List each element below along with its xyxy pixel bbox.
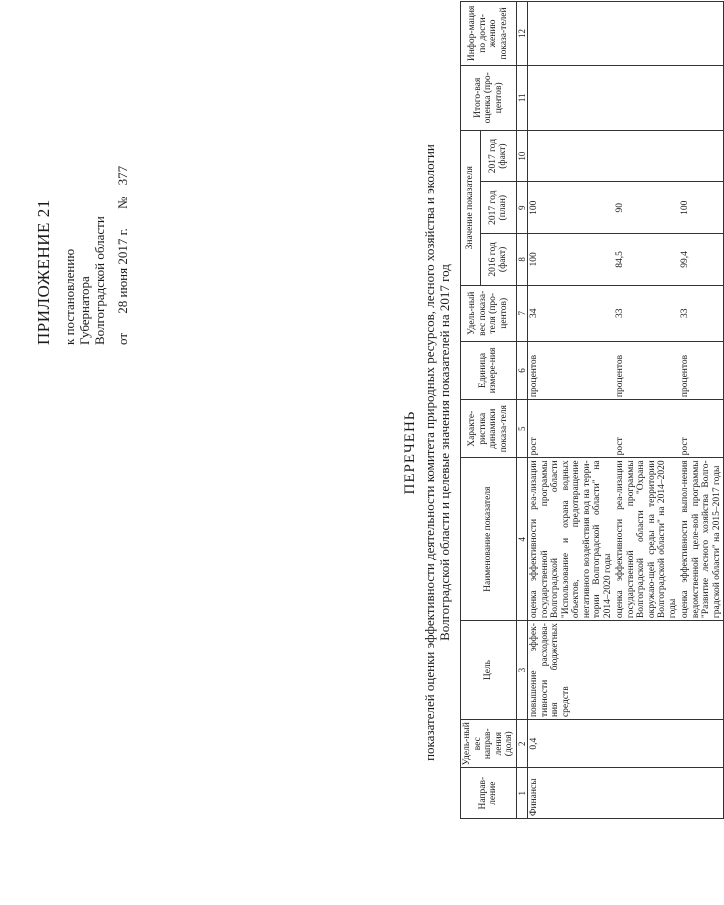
column-number: 4	[516, 458, 528, 621]
cell-unit: процентов	[679, 341, 724, 399]
cell-2017-plan: 100	[679, 182, 724, 234]
cell-indicator-weight: 34	[528, 285, 615, 341]
cell-final-score	[528, 65, 615, 130]
document-subtitle-1: показателей оценки эффективности деятельности комитета природных ресурсов, лесного хозяйства и экологии	[422, 144, 437, 761]
column-number: 9	[516, 182, 528, 234]
column-number-row	[516, 2, 528, 819]
date-line	[115, 45, 131, 345]
cell-indicator: оценка эффективности реа-лизации государственной программы Волгоградской области "Охрана окружаю-щей среды на территории Волгоградской области" на 2014–2020 годы	[614, 458, 679, 621]
header-line-3: Волгоградской области	[92, 216, 107, 345]
header-2017-plan: 2017 год (план)	[480, 182, 516, 234]
header-goal: Цель	[461, 621, 517, 720]
header-value-group: Значение показателя	[461, 130, 481, 285]
date-prefix: от	[115, 332, 130, 345]
cell-unit: процентов	[614, 341, 679, 399]
cell-info	[614, 2, 679, 66]
column-number: 3	[516, 621, 528, 720]
cell-direction: Финансы	[528, 768, 615, 819]
document-title: ПЕРЕЧЕНЬ	[402, 410, 418, 495]
header-2016-fact: 2016 год (факт)	[480, 234, 516, 286]
cell-direction-weight	[679, 720, 724, 768]
decree-number: 377	[115, 165, 130, 186]
cell-dynamics: рост	[679, 400, 724, 458]
header-line-1: к постановлению	[62, 248, 77, 345]
table-row	[528, 2, 615, 819]
column-number: 7	[516, 285, 528, 341]
document-subtitle-2: Волгоградской области и целевые значения показателей на 2017 год	[437, 264, 452, 641]
header-direction: Направ-ление	[461, 768, 517, 819]
cell-indicator: оценка эффективности выпол-нения ведомственной целе-вой программы "Развитие лесного хозяйства Волго-градской области" на 2015–2017 годы	[679, 458, 724, 621]
cell-2017-plan: 90	[614, 182, 679, 234]
header-2017-fact: 2017 год (факт)	[480, 130, 516, 182]
cell-goal: повышение эффек-тивности расходова-ния бюджетных средств	[528, 621, 615, 720]
cell-goal	[614, 621, 679, 720]
cell-direction	[614, 768, 679, 819]
column-number: 5	[516, 400, 528, 458]
header-line-2: Губернатора	[77, 276, 92, 345]
header-dynamics: Характе-ристика динамики показа-теля	[461, 400, 517, 458]
cell-2016-fact: 84,5	[614, 234, 679, 286]
cell-dynamics: рост	[528, 400, 615, 458]
table-row	[679, 2, 724, 819]
decree-date: 28 июня 2017 г.	[115, 228, 130, 314]
appendix-label: ПРИЛОЖЕНИЕ 21	[34, 199, 53, 345]
cell-2017-plan: 100	[528, 182, 615, 234]
cell-2017-fact	[528, 130, 615, 182]
header-indicator: Наименование показателя	[461, 458, 517, 621]
cell-indicator: оценка эффективности реа-лизации государственной программы Волгоградской области "Использование и охрана водных объектов, предотвращение негативного воздействия вод на терри-тории Волгоградской области" на 2014–2020 годы	[528, 458, 615, 621]
number-sign: №	[115, 196, 130, 209]
cell-direction	[679, 768, 724, 819]
column-number: 10	[516, 130, 528, 182]
table-header-row	[461, 2, 481, 819]
cell-info	[679, 2, 724, 66]
cell-2016-fact: 99,4	[679, 234, 724, 286]
cell-direction-weight: 0,4	[528, 720, 615, 768]
column-number: 8	[516, 234, 528, 286]
header-unit: Единица измере-ния	[461, 341, 517, 399]
cell-direction-weight	[614, 720, 679, 768]
column-number: 12	[516, 2, 528, 66]
cell-unit: процентов	[528, 341, 615, 399]
column-number: 1	[516, 768, 528, 819]
cell-info	[528, 2, 615, 66]
cell-final-score	[679, 65, 724, 130]
column-number: 2	[516, 720, 528, 768]
header-direction-weight: Удель-ный вес направ-ления (доля)	[461, 720, 517, 768]
approval-header	[34, 45, 131, 345]
cell-indicator-weight: 33	[679, 285, 724, 341]
header-final-score: Итого-вая оценка (про-центов)	[461, 65, 517, 130]
cell-indicator-weight: 33	[614, 285, 679, 341]
table-row	[614, 2, 679, 819]
cell-2016-fact: 100	[528, 234, 615, 286]
header-indicator-weight: Удель-ный вес показа-теля (про-центов)	[461, 285, 517, 341]
cell-goal	[679, 621, 724, 720]
indicators-table	[460, 1, 724, 819]
header-info: Инфор-мация по дости-жению показа-телей	[461, 2, 517, 66]
cell-2017-fact	[679, 130, 724, 182]
cell-2017-fact	[614, 130, 679, 182]
cell-final-score	[614, 65, 679, 130]
column-number: 11	[516, 65, 528, 130]
cell-dynamics: рост	[614, 400, 679, 458]
column-number: 6	[516, 341, 528, 399]
